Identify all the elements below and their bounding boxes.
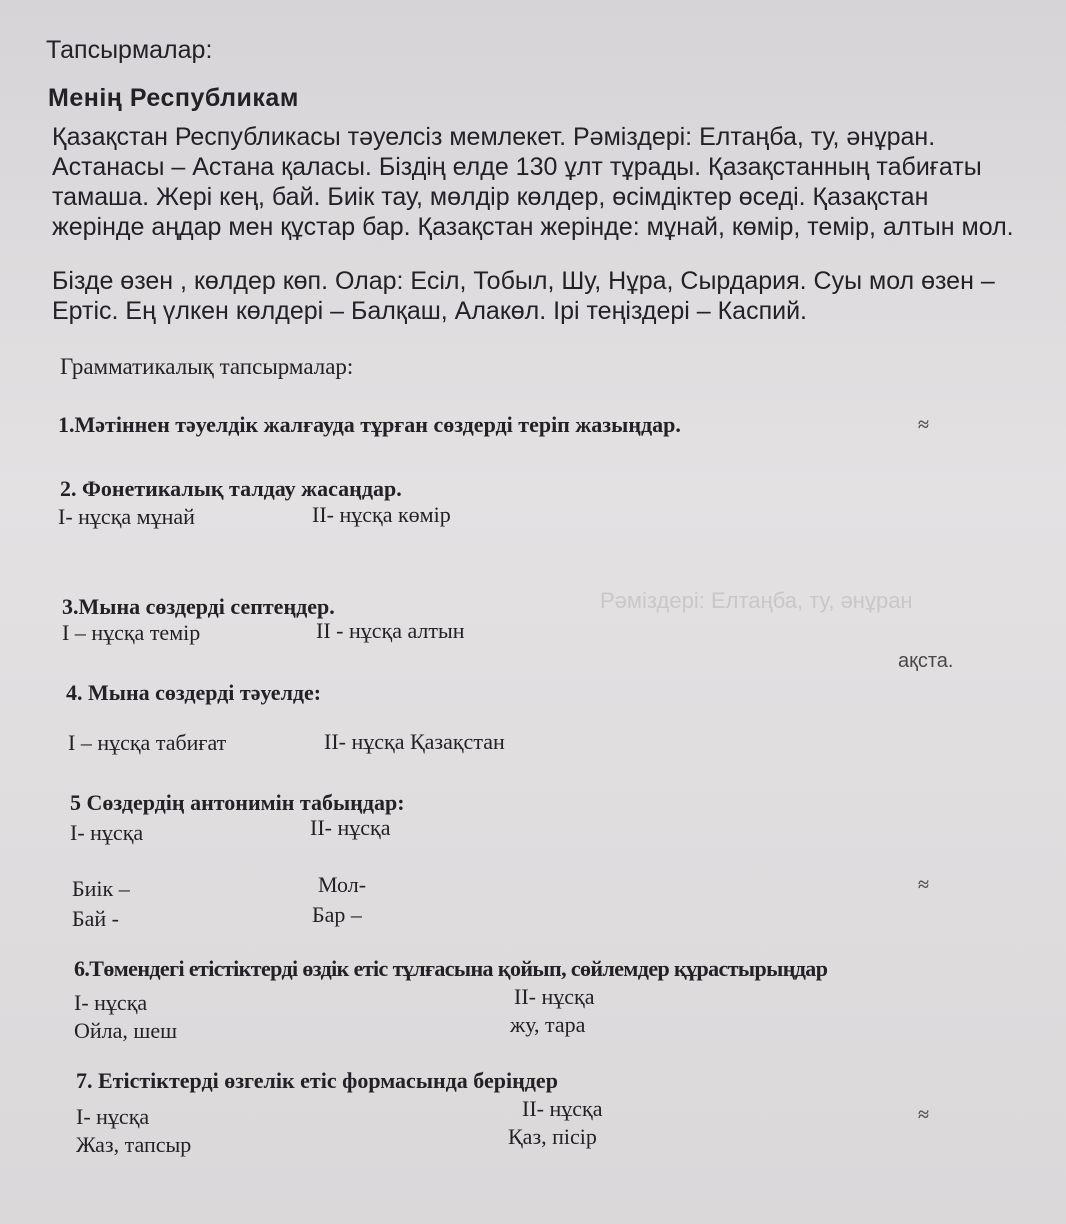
- paragraph-1: [52, 122, 1014, 242]
- paragraph-line: Астанасы – Астана қаласы. Біздің елде 130 ұлт тұрады. Қазақстанның табиғаты: [52, 153, 982, 181]
- task-5-word: Бар –: [312, 902, 362, 927]
- task-5-variant-2: II- нұсқа: [310, 815, 391, 840]
- handwritten-mark: ≈: [918, 1104, 929, 1126]
- section-label: Тапсырмалар:: [46, 36, 213, 64]
- task-4-title: 4. Мына сөздерді тәуелде:: [66, 680, 322, 705]
- paragraph-2: [52, 266, 995, 326]
- page-title: Менің Республикам: [48, 84, 299, 112]
- task-7-title: 7. Етістіктерді өзгелік етіс формасында беріңдер: [76, 1068, 558, 1093]
- task-5-word: Мол-: [318, 872, 367, 897]
- paragraph-line: Қазақстан Республикасы тәуелсіз мемлекет. Рәміздері: Елтаңба, ту, әнұран.: [52, 123, 936, 151]
- bleed-through-word: ақста.: [898, 650, 954, 672]
- task-7-words-2: Қаз, пісір: [508, 1124, 597, 1149]
- task-5-variant-1: I- нұсқа: [70, 820, 144, 845]
- task-4-variant-1: I – нұсқа табиғат: [68, 730, 227, 755]
- task-6-variant-2: II- нұсқа: [514, 984, 595, 1009]
- task-2-variant-2: II- нұсқа көмір: [312, 502, 451, 527]
- task-2-variant-1: I- нұсқа мұнай: [58, 504, 195, 529]
- task-5-word: Биік –: [72, 876, 130, 901]
- paragraph-line: Бізде өзен , көлдер көп. Олар: Есіл, Тобыл, Шу, Нұра, Сырдария. Суы мол өзен –: [52, 267, 995, 295]
- paragraph-line: жерінде аңдар мен құстар бар. Қазақстан жерінде: мұнай, көмір, темір, алтын мол.: [52, 213, 1014, 241]
- task-6-variant-1: I- нұсқа: [74, 990, 148, 1015]
- handwritten-mark: ≈: [918, 414, 929, 436]
- task-3-title: 3.Мына сөздерді септеңдер.: [62, 594, 335, 619]
- handwritten-mark: ≈: [918, 874, 929, 896]
- bleed-through-text: Рәміздері: Елтаңба, ту, әнұран: [600, 588, 913, 613]
- task-7-variant-1: I- нұсқа: [76, 1104, 150, 1129]
- task-3-variant-2: II - нұсқа алтын: [316, 618, 465, 643]
- paragraph-line: Ертіс. Ең үлкен көлдері – Балқаш, Алакөл. Ірі теңіздері – Каспий.: [52, 297, 807, 325]
- task-5-title: 5 Сөздердің антонимін табыңдар:: [70, 790, 405, 815]
- task-6-title: 6.Төмендегі етістіктерді өздік етіс тұлғасына қойып, сөйлемдер құрастырыңдар: [74, 956, 828, 981]
- task-6-words-1: Ойла, шеш: [74, 1018, 178, 1043]
- task-2-title: 2. Фонетикалық талдау жасаңдар.: [60, 476, 402, 501]
- task-6-words-2: жу, тара: [510, 1012, 586, 1037]
- task-4-variant-2: II- нұсқа Қазақстан: [324, 729, 505, 754]
- paragraph-line: тамаша. Жері кең, бай. Биік тау, мөлдір көлдер, өсімдіктер өседі. Қазақстан: [52, 183, 929, 211]
- task-5-word: Бай -: [72, 906, 119, 931]
- task-7-words-1: Жаз, тапсыр: [76, 1132, 192, 1157]
- grammar-heading: Грамматикалық тапсырмалар:: [60, 354, 354, 379]
- task-1-title: 1.Мәтіннен тәуелдік жалғауда тұрған сөздерді теріп жазыңдар.: [58, 412, 681, 437]
- task-7-variant-2: II- нұсқа: [522, 1096, 603, 1121]
- task-3-variant-1: I – нұсқа темір: [62, 620, 201, 645]
